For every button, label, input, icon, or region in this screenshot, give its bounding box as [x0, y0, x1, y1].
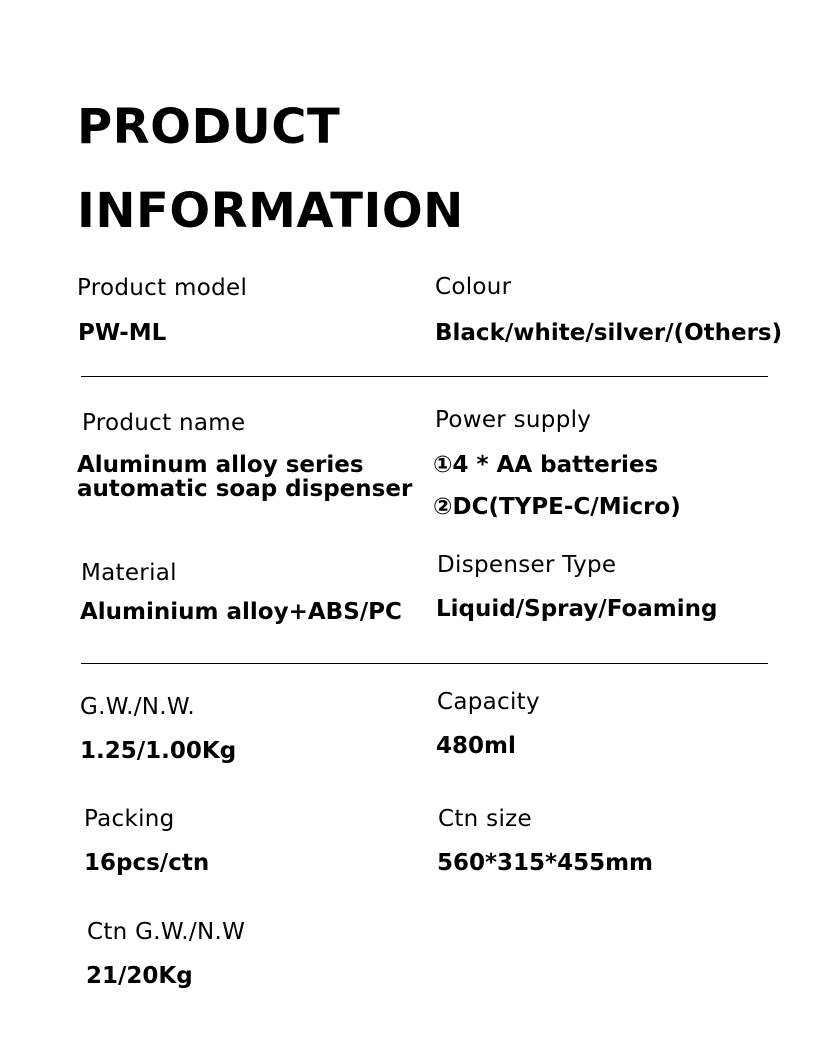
product-model-value: PW-ML: [78, 320, 167, 346]
product-name-value-line2: automatic soap dispenser: [77, 476, 413, 502]
ctn-gw-nw-value: 21/20Kg: [86, 963, 193, 989]
power-supply-value-2: ②DC(TYPE-C/Micro): [433, 494, 681, 520]
product-name-label: Product name: [82, 410, 246, 436]
material-label: Material: [81, 560, 177, 586]
power-supply-value-1: ①4 * AA batteries: [433, 452, 659, 478]
page-title-line2: INFORMATION: [77, 183, 464, 239]
gw-nw-label: G.W./N.W.: [80, 694, 195, 720]
colour-value: Black/white/silver/(Others): [435, 320, 783, 346]
capacity-label: Capacity: [437, 689, 540, 715]
ctn-size-label: Ctn size: [438, 806, 532, 832]
ctn-size-value: 560*315*455mm: [437, 850, 654, 876]
divider-bottom: [81, 663, 768, 664]
product-name-value-line1: Aluminum alloy series: [77, 452, 364, 478]
gw-nw-value: 1.25/1.00Kg: [80, 738, 237, 764]
dispenser-type-value: Liquid/Spray/Foaming: [436, 596, 718, 622]
packing-label: Packing: [84, 806, 175, 832]
dispenser-type-label: Dispenser Type: [437, 552, 617, 578]
page-title-line1: PRODUCT: [77, 99, 341, 155]
colour-label: Colour: [435, 274, 512, 300]
ctn-gw-nw-label: Ctn G.W./N.W: [87, 919, 246, 945]
packing-value: 16pcs/ctn: [84, 850, 210, 876]
product-model-label: Product model: [77, 275, 248, 301]
power-supply-label: Power supply: [435, 407, 592, 433]
capacity-value: 480ml: [436, 733, 516, 759]
material-value: Aluminium alloy+ABS/PC: [80, 599, 402, 625]
divider-top: [81, 376, 768, 377]
